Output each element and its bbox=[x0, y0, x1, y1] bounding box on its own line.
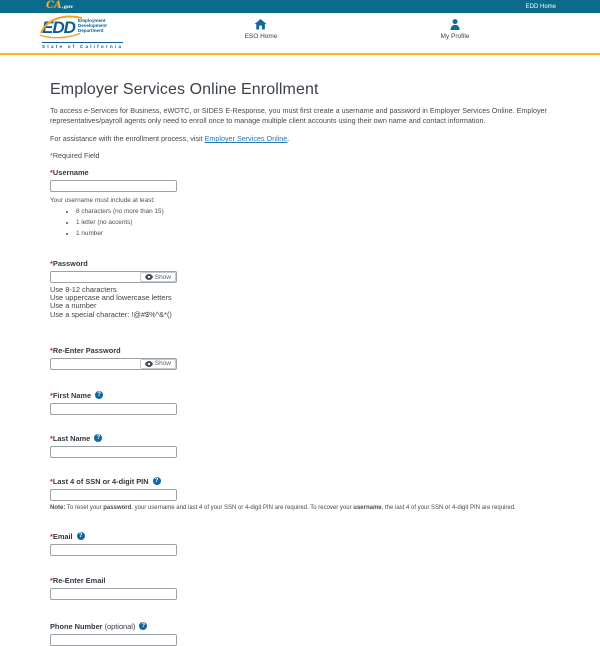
reenter-email-input[interactable] bbox=[50, 588, 177, 600]
required-asterisk: * bbox=[50, 168, 53, 177]
required-field-label: Required Field bbox=[52, 151, 100, 160]
employer-services-online-link[interactable]: Employer Services Online bbox=[204, 134, 288, 143]
intro-paragraph: To access e-Services for Business, eWOTC, or SIDES E-Response, you must first create a username and password in Employer Services Online. Employer representatives/payroll agents only need to enroll once to manage multiple client accounts using their own name and contact information. bbox=[50, 106, 547, 125]
field-phone bbox=[50, 622, 558, 646]
reenter-email-label bbox=[50, 576, 558, 585]
username-input[interactable] bbox=[50, 180, 177, 192]
edd-dept-line: Development bbox=[77, 23, 107, 29]
required-asterisk: * bbox=[50, 259, 53, 268]
assistance-text: For assistance with the enrollment process, visit bbox=[50, 134, 205, 143]
ssn-pin-label bbox=[50, 477, 558, 486]
show-reenter-password-button[interactable] bbox=[140, 359, 176, 369]
password-requirement: Use a number bbox=[50, 301, 97, 311]
assistance-suffix: . bbox=[287, 134, 290, 143]
note-text: , your username and last 4 of your SSN or 4-digit PIN are required. To recover your bbox=[131, 504, 354, 511]
field-reenter-password bbox=[50, 346, 558, 370]
help-icon[interactable]: ? bbox=[94, 434, 102, 442]
ca-gov-script: CA bbox=[46, 0, 62, 11]
required-asterisk: * bbox=[50, 433, 53, 443]
required-asterisk: * bbox=[50, 345, 53, 355]
field-email bbox=[50, 532, 558, 556]
phone-input[interactable] bbox=[50, 634, 177, 646]
last-name-label-text: Last Name bbox=[52, 433, 91, 443]
first-name-label bbox=[50, 391, 558, 400]
reenter-password-input-wrap bbox=[50, 358, 177, 370]
note-text: , the last 4 of your SSN or 4-digit PIN are required. bbox=[381, 504, 516, 511]
password-label-text: Password bbox=[52, 259, 88, 268]
reenter-password-label bbox=[50, 346, 558, 355]
edd-home-link[interactable]: EDD Home bbox=[525, 3, 556, 10]
help-icon[interactable]: ? bbox=[139, 622, 147, 630]
username-label bbox=[50, 168, 558, 177]
first-name-input[interactable] bbox=[50, 403, 177, 415]
nav-eso-home-label: ESO Home bbox=[244, 33, 278, 40]
show-reenter-password-label: Show bbox=[154, 360, 171, 368]
nav-my-profile-label: My Profile bbox=[440, 33, 470, 40]
password-input-wrap bbox=[50, 271, 177, 283]
reenter-password-label-text: Re-Enter Password bbox=[52, 345, 121, 355]
required-asterisk: * bbox=[50, 531, 53, 541]
ssn-pin-input[interactable] bbox=[50, 489, 177, 501]
note-text: To reset your bbox=[66, 504, 104, 511]
field-reenter-email bbox=[50, 576, 558, 600]
username-requirement: • 8 characters (no more than 15) bbox=[76, 208, 558, 215]
email-label bbox=[50, 532, 558, 541]
field-password bbox=[50, 259, 558, 319]
phone-label bbox=[50, 622, 558, 631]
note-bold: username bbox=[353, 504, 382, 511]
email-label-text: Email bbox=[52, 531, 73, 541]
ca-gov-logo[interactable] bbox=[46, 0, 73, 13]
required-asterisk: * bbox=[50, 575, 53, 585]
note-bold: password bbox=[103, 504, 132, 511]
edd-wordmark: EDD bbox=[42, 17, 75, 37]
last-name-label bbox=[50, 434, 558, 443]
last-name-input[interactable] bbox=[50, 446, 177, 458]
nav-eso-home[interactable] bbox=[245, 19, 278, 40]
edd-dept-line: Department bbox=[77, 28, 104, 34]
phone-label-text: Phone Number bbox=[50, 621, 103, 631]
nav-my-profile[interactable] bbox=[441, 19, 470, 40]
eye-icon bbox=[145, 361, 153, 367]
phone-optional-text: (optional) bbox=[104, 621, 136, 631]
home-icon bbox=[255, 19, 267, 30]
help-icon[interactable]: ? bbox=[77, 532, 85, 540]
site-header bbox=[0, 13, 600, 55]
required-field-note bbox=[50, 151, 558, 160]
required-asterisk: * bbox=[50, 151, 53, 160]
username-label-text: Username bbox=[52, 168, 89, 177]
email-input[interactable] bbox=[50, 544, 177, 556]
reenter-email-label-text: Re-Enter Email bbox=[52, 575, 106, 585]
password-requirement: Use a special character: !@#$%^&*() bbox=[50, 309, 172, 319]
username-requirements-list bbox=[50, 208, 558, 237]
edd-logo[interactable] bbox=[42, 18, 123, 53]
required-asterisk: * bbox=[50, 390, 53, 400]
show-password-label: Show bbox=[154, 273, 171, 281]
field-last-name bbox=[50, 434, 558, 458]
edd-dept-line: Employment bbox=[77, 18, 106, 23]
note-label: Note: bbox=[50, 504, 66, 511]
edd-department-lines bbox=[78, 18, 107, 35]
ssn-pin-label-text: Last 4 of SSN or 4-digit PIN bbox=[52, 476, 149, 486]
eye-icon bbox=[145, 274, 153, 280]
password-requirement: Use 8-12 characters bbox=[50, 285, 117, 294]
required-asterisk: * bbox=[50, 476, 53, 486]
person-icon bbox=[450, 19, 461, 30]
field-ssn-pin bbox=[50, 477, 558, 511]
main-content bbox=[0, 55, 600, 646]
page-title: Employer Services Online Enrollment bbox=[50, 81, 319, 98]
field-username bbox=[50, 168, 558, 237]
ssn-pin-note bbox=[50, 505, 558, 511]
first-name-label-text: First Name bbox=[52, 390, 92, 400]
password-requirement: Use uppercase and lowercase letters bbox=[50, 293, 172, 303]
username-requirement: • 1 letter (no accents) bbox=[76, 219, 558, 226]
utility-bar bbox=[0, 0, 600, 13]
username-hint-title: Your username must include at least: bbox=[50, 197, 155, 204]
show-password-button[interactable] bbox=[140, 272, 176, 282]
ca-gov-suffix: .gov bbox=[61, 4, 74, 10]
help-icon[interactable]: ? bbox=[95, 391, 103, 399]
help-icon[interactable]: ? bbox=[153, 477, 161, 485]
password-requirements bbox=[50, 286, 558, 319]
assistance-line bbox=[50, 134, 558, 143]
edd-state-line: State of California bbox=[42, 43, 124, 49]
field-first-name bbox=[50, 391, 558, 415]
password-label bbox=[50, 259, 558, 268]
username-requirement: • 1 number bbox=[76, 230, 558, 237]
